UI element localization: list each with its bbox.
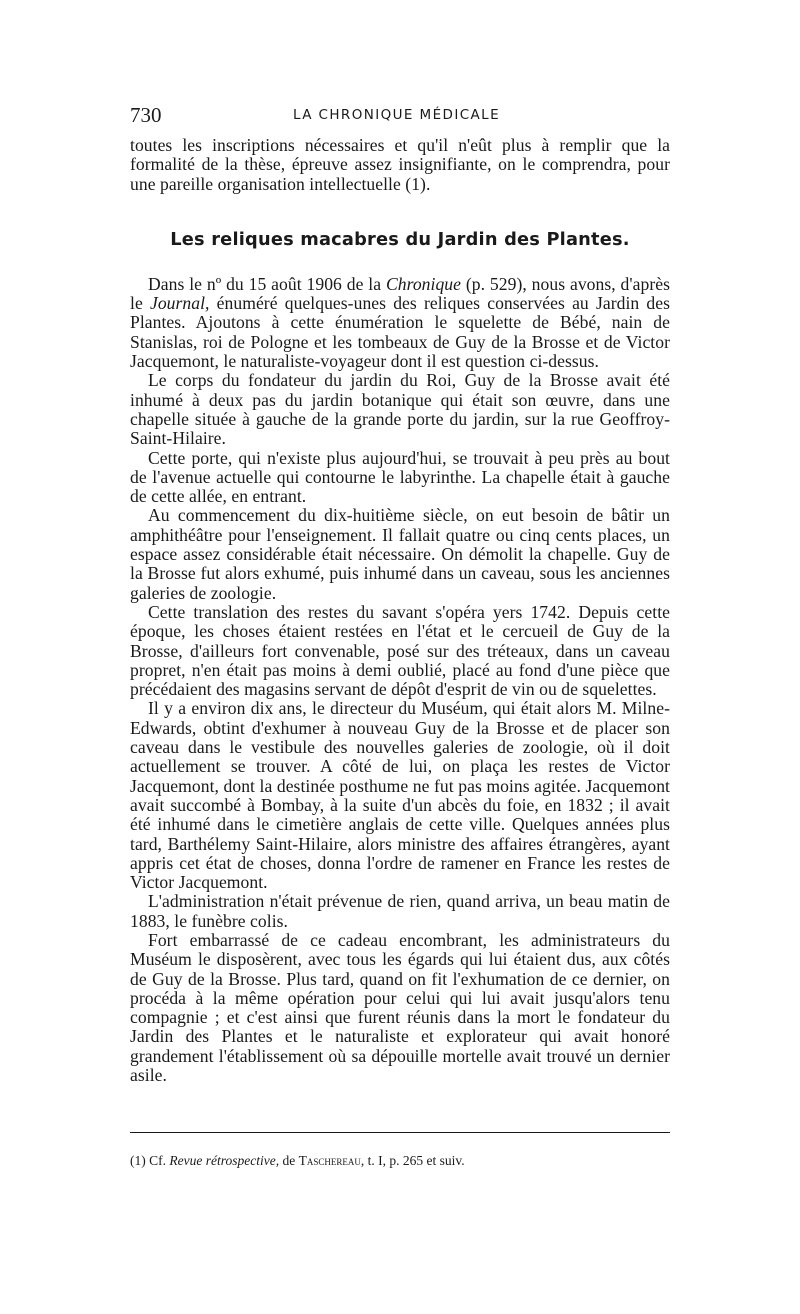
paragraph-4: Au commencement du dix-huitième siècle, on eut besoin de bâtir un amphithéâtre pour l'enseignement. Il fallait quatre ou cinq cents places, un espace assez considérable était nécessaire. On démolit la chapelle. Guy de la Brosse fut alors exhumé, puis inhumé dans un caveau, sous les anciennes galeries de zoologie. bbox=[130, 505, 670, 603]
section-heading: Les reliques macabres du Jardin des Plantes. bbox=[170, 228, 630, 250]
journal-title: Journal, bbox=[149, 293, 210, 314]
paragraph-7: L'administration n'était prévenue de rien, quand arriva, un beau matin de 1883, le funèbre colis. bbox=[130, 891, 670, 931]
paragraph-8: Fort embarrassé de ce cadeau encombrant, les administrateurs du Muséum le disposèrent, avec tous les égards qui lui étaient dus, aux côtés de Guy de la Brosse. Plus tard, quand on fit l'exhumation de ce dernier, on procéda à la même opération pour celui qui lui avait jusqu'alors tenu compagnie ; et c'est ainsi que furent réunis dans la mort le fondateur du Jardin des Plantes et le naturaliste et explorateur qui avait honoré grandement l'établissement où sa dépouille mortelle avait trouvé un dernier asile. bbox=[130, 929, 670, 1086]
revue-title: Revue rétrospective, bbox=[169, 1153, 280, 1168]
chronique-title: Chronique bbox=[385, 273, 462, 294]
body-text bbox=[130, 136, 670, 1085]
author-name: Taschereau, bbox=[298, 1153, 365, 1168]
paragraph-1-text-c: (p. 529), nous avons, d'après le bbox=[130, 273, 670, 314]
paragraph-1-text-e: énuméré quelques-unes des reliques conservées au Jardin des Plantes. Ajoutons à cette énumération le squelette de Bébé, nain de Stanislas, roi de Pologne et les tombeaux de Guy de la Brosse et de Victor Jacquemont, le naturaliste-voyageur dont il est question ci-dessus. bbox=[130, 293, 671, 372]
footnote-text-c: de bbox=[279, 1153, 299, 1168]
footnote-rule bbox=[130, 1132, 670, 1133]
footnote-text-a: (1) Cf. bbox=[130, 1153, 170, 1168]
paragraph-3: Cette porte, qui n'existe plus aujourd'hui, se trouvait à peu près au bout de l'avenue actuelle qui contourne le labyrinthe. La chapelle était à gauche de cette allée, en entrant. bbox=[130, 447, 670, 507]
running-title: LA CHRONIQUE MÉDICALE bbox=[293, 107, 501, 123]
paragraph-5: Cette translation des restes du savant s'opéra yers 1742. Depuis cette époque, les choses étaient restées en l'état et le cercueil de Guy de la Brosse, d'ailleurs fort convenable, posé sur des tréteaux, dans un caveau propret, n'en était pas moins à demi oublié, placé au fond d'une pièce que précédaient des magasins servant de dépôt d'esprit de vin ou de squelettes. bbox=[130, 601, 670, 700]
opening-paragraph: toutes les inscriptions nécessaires et qu'il n'eût plus à remplir que la formalité de la thèse, épreuve assez insignifiante, on le comprendra, pour une pareille organisation intellectuelle (1). bbox=[130, 135, 670, 194]
paragraph-1-text-a: Dans le nº du 15 août 1906 de la bbox=[148, 273, 386, 294]
footnote bbox=[130, 1152, 670, 1170]
paragraph-2: Le corps du fondateur du jardin du Roi, Guy de la Brosse avait été inhumé à deux pas du jardin botanique qui était son œuvre, dans une chapelle située à gauche de la grande porte du jardin, sur la rue Geoffroy-Saint-Hilaire. bbox=[130, 370, 670, 449]
paragraph-1 bbox=[130, 275, 670, 371]
page-number: 730 bbox=[130, 103, 162, 127]
paragraph-6: Il y a environ dix ans, le directeur du Muséum, qui était alors M. Milne-Edwards, obtint d'exhumer à nouveau Guy de la Brosse et de placer son caveau dans le vestibule des nouvelles galeries de zoologie, où il doit actuellement se trouver. A côté de lui, on plaça les restes de Victor Jacquemont, dont la destinée posthume ne fut pas moins agitée. Jacquemont avait succombé à Bombay, à la suite d'un abcès du foie, en 1832 ; il avait été inhumé dans le cimetière anglais de cette ville. Quelques années plus tard, Barthélemy Saint-Hilaire, alors ministre des affaires étrangères, ayant appris cet état de choses, donna l'ordre de ramener en France les restes de Victor Jacquemont. bbox=[130, 698, 670, 893]
footnote-text-e: t. I, p. 265 et suiv. bbox=[364, 1153, 465, 1168]
page-header bbox=[130, 100, 670, 130]
